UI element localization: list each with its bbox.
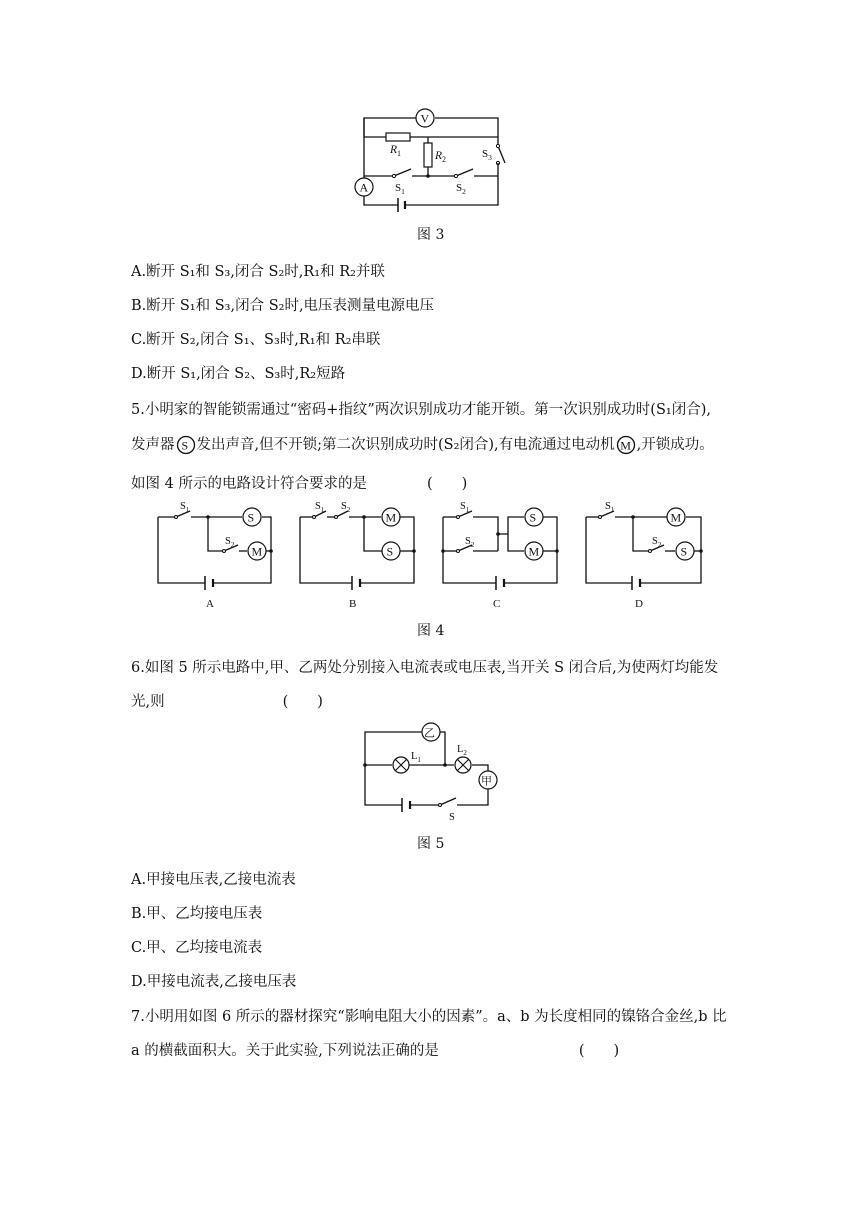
q7-line-1: 7.小明用如图 6 所示的器材探究“影响电阻大小的因素”。a、b 为长度相同的镍铬合金丝,b 比	[131, 1009, 727, 1025]
svg-text:S1: $S_1$	[460, 501, 470, 514]
q4-option-c: C.断开 S₂,闭合 S₁、S₃时,R₁和 R₂串联	[131, 332, 381, 348]
svg-text:M: M	[619, 438, 631, 453]
svg-text:S1: $S_1$	[395, 182, 405, 196]
fig4-panel-d	[586, 501, 703, 610]
svg-text:S1: $S_1$	[605, 501, 615, 514]
q4-option-b: B.断开 S₁和 S₃,闭合 S₂时,电压表测量电源电压	[131, 298, 435, 314]
q4-option-a: A.断开 S₁和 S₃,闭合 S₂时,R₁和 R₂并联	[131, 264, 385, 280]
svg-text:L2: $L_2$	[457, 744, 467, 757]
svg-text:R1: $R_1$	[390, 144, 402, 158]
figure-5-circuit	[0, 715, 860, 835]
svg-text:S1: $S_1$	[315, 501, 325, 514]
figure-5-caption: 图 5	[417, 836, 445, 852]
q5-line-2: 发声器 S 发出声音,但不开锁;第二次识别成功时(S₂闭合),有电流通过电动机 M ,开锁成功。	[131, 437, 714, 453]
yi-meter-label: 乙	[424, 727, 435, 740]
figure-3-circuit	[0, 0, 860, 230]
q6-option-b: B.甲、乙均接电压表	[131, 906, 263, 922]
svg-text:S: S	[247, 510, 255, 525]
svg-text:S3: $S_3$	[482, 148, 492, 162]
svg-text:L1: $L_1$	[411, 751, 421, 764]
q6-option-c: C.甲、乙均接电流表	[131, 940, 263, 956]
fig4-panel-b	[300, 501, 416, 610]
q6-option-d: D.甲接电流表,乙接电压表	[131, 974, 297, 990]
svg-text:S2: $S_2$	[465, 536, 475, 549]
svg-text:S: S	[181, 438, 188, 453]
svg-text:R2: $R_2$	[435, 150, 447, 164]
q6-line-2: 光,则 ( )	[131, 690, 323, 711]
svg-text:S2: $S_2$	[456, 182, 466, 196]
q7-line-2: a 的横截面积大。关于此实验,下列说法正确的是 ( )	[131, 1039, 619, 1060]
ammeter-label: A	[359, 180, 369, 195]
svg-text:S: S	[449, 812, 455, 823]
fig4-label-b: B	[349, 598, 357, 610]
q5-line-1: 5.小明家的智能锁需通过“密码+指纹”两次识别成功才能开锁。第一次识别成功时(S₁闭合),	[131, 402, 711, 418]
jia-meter-label: 甲	[481, 775, 492, 788]
figure-3-caption: 图 3	[417, 227, 445, 243]
voltmeter-label: V	[420, 111, 430, 126]
svg-text:M: M	[251, 544, 263, 559]
svg-text:M: M	[528, 544, 540, 559]
svg-text:M: M	[385, 510, 397, 525]
q5-line-3: 如图 4 所示的电路设计符合要求的是 ( )	[131, 472, 467, 493]
figure-4-caption: 图 4	[417, 623, 445, 639]
figure-4-circuits	[0, 495, 860, 625]
fig4-panel-a	[158, 501, 273, 610]
svg-text:S2: $S_2$	[341, 501, 351, 514]
svg-text:S: S	[680, 544, 688, 559]
answer-blank: ( )	[578, 1043, 620, 1059]
fig4-label-c: C	[493, 598, 501, 610]
svg-text:S: S	[529, 510, 537, 525]
svg-text:S2: $S_2$	[652, 536, 662, 549]
svg-text:S2: $S_2$	[225, 536, 235, 549]
q6-line-1: 6.如图 5 所示电路中,甲、乙两处分别接入电流表或电压表,当开关 S 闭合后,为使两灯均能发	[131, 660, 719, 676]
q6-option-a: A.甲接电压表,乙接电流表	[131, 872, 296, 888]
svg-text:S: S	[386, 544, 394, 559]
q4-option-d: D.断开 S₁,闭合 S₂、S₃时,R₂短路	[131, 366, 346, 382]
answer-blank: ( )	[282, 694, 323, 710]
sounder-icon	[176, 435, 196, 455]
fig4-label-d: D	[635, 598, 643, 610]
svg-text:M: M	[670, 510, 682, 525]
answer-blank: ( )	[426, 476, 468, 492]
svg-text:S1: $S_1$	[180, 501, 190, 514]
fig4-panel-c	[441, 501, 559, 610]
fig4-label-a: A	[206, 598, 214, 610]
motor-icon	[616, 435, 636, 455]
